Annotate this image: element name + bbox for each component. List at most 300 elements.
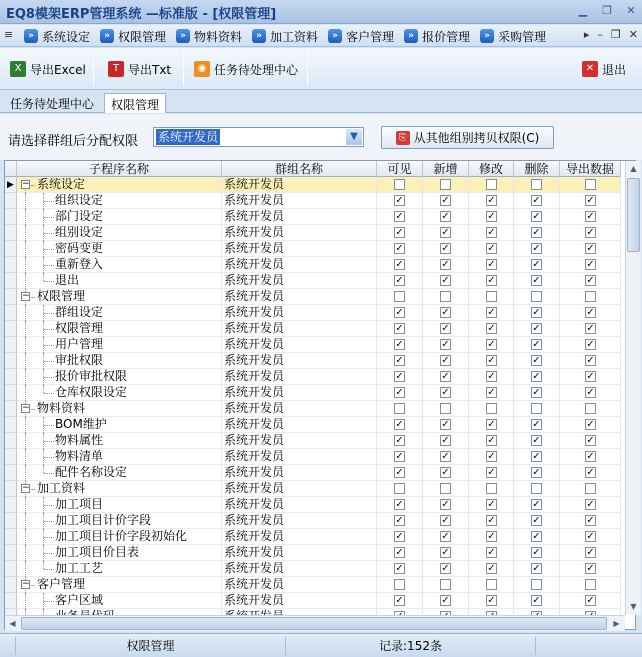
vertical-scroll-thumb[interactable] (627, 178, 640, 252)
export-checkbox[interactable]: ✓ (586, 243, 595, 254)
row-header[interactable] (5, 417, 17, 433)
title-bar (0, 0, 642, 24)
menu-processing-data[interactable] (252, 27, 318, 45)
collapse-icon[interactable]: − (22, 579, 30, 589)
visible-checkbox[interactable]: ✓ (395, 371, 404, 382)
row-header[interactable] (5, 449, 17, 465)
group-name-cell: 系统开发员 (222, 481, 377, 497)
group-name-cell: 系统开发员 (222, 577, 377, 593)
row-header[interactable] (5, 561, 17, 577)
group-select[interactable] (153, 127, 364, 147)
table-row[interactable] (5, 497, 621, 513)
export-checkbox[interactable]: ✓ (586, 371, 595, 382)
table-row[interactable] (5, 385, 621, 401)
table-row[interactable] (5, 577, 621, 593)
tab-strip (0, 91, 642, 113)
export-checkbox[interactable]: ✓ (586, 435, 595, 446)
col-visible[interactable]: 可见 (377, 161, 423, 177)
dropdown-arrow-icon[interactable]: ▼ (346, 129, 362, 145)
add-checkbox[interactable]: ✓ (441, 195, 450, 206)
collapse-icon[interactable]: − (22, 179, 30, 189)
edit-checkbox[interactable]: ✓ (487, 259, 496, 270)
export-checkbox[interactable]: ✓ (586, 547, 595, 558)
close-icon[interactable]: ✕ (626, 4, 636, 17)
group-name-cell: 系统开发员 (222, 257, 377, 273)
visible-checkbox[interactable]: ✓ (395, 451, 404, 462)
row-header[interactable] (5, 241, 17, 257)
export-checkbox[interactable]: ✓ (586, 355, 595, 366)
add-checkbox[interactable]: ✓ (441, 355, 450, 366)
scroll-down-icon[interactable]: ▼ (630, 602, 637, 611)
add-checkbox[interactable]: ✓ (441, 547, 450, 558)
delete-checkbox[interactable]: ✓ (532, 515, 541, 526)
add-checkbox[interactable]: ✓ (441, 499, 450, 510)
add-checkbox[interactable] (440, 291, 451, 302)
row-header[interactable] (5, 593, 17, 609)
edit-checkbox[interactable] (486, 179, 497, 190)
menu-restore-icon[interactable]: ❐ (610, 28, 621, 41)
txt-export-icon: T (108, 61, 124, 77)
status-bar (0, 633, 642, 657)
delete-checkbox[interactable]: ✓ (532, 547, 541, 558)
delete-checkbox[interactable] (531, 403, 542, 414)
status-records: 记录:152条 (286, 637, 536, 655)
program-name-text: 物料属性 (55, 433, 104, 447)
edit-checkbox[interactable]: ✓ (487, 595, 496, 606)
add-checkbox[interactable]: ✓ (441, 451, 450, 462)
program-name-text: 物料资料 (37, 401, 86, 415)
add-checkbox[interactable]: ✓ (441, 227, 450, 238)
add-checkbox[interactable]: ✓ (441, 275, 450, 286)
scroll-up-icon[interactable]: ▲ (630, 164, 637, 173)
delete-checkbox[interactable]: ✓ (532, 499, 541, 510)
export-checkbox[interactable]: ✓ (586, 387, 595, 398)
restore-icon[interactable]: ❐ (602, 4, 612, 17)
delete-checkbox[interactable]: ✓ (532, 531, 541, 542)
col-program-name[interactable]: 子程序名称 (17, 161, 222, 177)
delete-checkbox[interactable]: ✓ (532, 307, 541, 318)
table-row[interactable] (5, 465, 621, 481)
edit-checkbox[interactable]: ✓ (487, 547, 496, 558)
menu-close-icon[interactable]: ✕ (628, 28, 638, 41)
export-checkbox[interactable] (585, 291, 596, 302)
edit-checkbox[interactable]: ✓ (487, 275, 496, 286)
edit-checkbox[interactable]: ✓ (487, 211, 496, 222)
table-row[interactable] (5, 593, 621, 609)
export-checkbox[interactable]: ✓ (586, 531, 595, 542)
menu-system-settings[interactable] (24, 27, 90, 45)
export-txt-button[interactable] (108, 56, 171, 82)
edit-checkbox[interactable]: ✓ (487, 435, 496, 446)
row-header[interactable] (5, 273, 17, 289)
row-header[interactable] (5, 321, 17, 337)
row-header[interactable] (5, 529, 17, 545)
add-checkbox[interactable] (440, 403, 451, 414)
group-name-cell: 系统开发员 (222, 385, 377, 401)
scroll-right-icon[interactable]: ▶ (613, 619, 620, 628)
delete-checkbox[interactable]: ✓ (532, 451, 541, 462)
edit-checkbox[interactable]: ✓ (487, 371, 496, 382)
visible-checkbox[interactable]: ✓ (395, 275, 404, 286)
export-checkbox[interactable]: ✓ (586, 499, 595, 510)
exit-icon: ✕ (582, 61, 598, 77)
minimize-icon[interactable]: ▁ (578, 4, 588, 17)
table-row[interactable] (5, 401, 621, 417)
row-header[interactable] (5, 577, 17, 593)
menu-minimize-icon[interactable]: – (597, 28, 603, 41)
table-row[interactable] (5, 193, 621, 209)
export-checkbox[interactable] (585, 579, 596, 590)
visible-checkbox[interactable]: ✓ (395, 387, 404, 398)
delete-checkbox[interactable] (531, 291, 542, 302)
add-checkbox[interactable]: ✓ (441, 563, 450, 574)
menu-scroll-right-icon[interactable]: ▸ (583, 28, 590, 41)
row-header[interactable] (5, 289, 17, 305)
add-checkbox[interactable]: ✓ (441, 531, 450, 542)
program-name-text: 配件名称设定 (55, 465, 128, 479)
delete-checkbox[interactable]: ✓ (532, 275, 541, 286)
program-name-text: 加工项目计价字段初始化 (55, 529, 188, 543)
program-name-cell (17, 241, 222, 257)
group-name-cell: 系统开发员 (222, 289, 377, 305)
col-add[interactable]: 新增 (423, 161, 469, 177)
visible-checkbox[interactable] (394, 403, 405, 414)
exit-button[interactable] (582, 56, 626, 82)
row-header[interactable] (5, 337, 17, 353)
edit-checkbox[interactable] (486, 483, 497, 494)
program-name-text: 客户区域 (55, 593, 104, 607)
collapse-icon[interactable]: − (22, 483, 30, 493)
collapse-icon[interactable]: − (22, 291, 30, 301)
row-header[interactable] (5, 193, 17, 209)
col-delete[interactable]: 删除 (514, 161, 560, 177)
export-checkbox[interactable]: ✓ (586, 563, 595, 574)
tab-task-center[interactable]: 任务待处理中心 (10, 97, 95, 111)
group-name-cell: 系统开发员 (222, 241, 377, 257)
table-row[interactable] (5, 321, 621, 337)
add-checkbox[interactable]: ✓ (441, 323, 450, 334)
tab-permission-management[interactable]: 权限管理 (104, 93, 166, 113)
add-checkbox[interactable]: ✓ (441, 515, 450, 526)
menu-purchase-management[interactable] (480, 27, 546, 45)
program-name-text: 加工项目 (55, 497, 104, 511)
program-name-text: 群组设定 (55, 305, 104, 319)
program-name-text: 部门设定 (55, 209, 104, 223)
row-header[interactable] (5, 257, 17, 273)
program-name-cell (17, 497, 222, 513)
export-checkbox[interactable]: ✓ (586, 323, 595, 334)
excel-icon: X (10, 61, 26, 77)
row-header[interactable] (5, 497, 17, 513)
group-name-cell: 系统开发员 (222, 321, 377, 337)
table-row[interactable] (5, 305, 621, 321)
edit-checkbox[interactable]: ✓ (487, 419, 496, 430)
menu-arrow-icon: » (176, 29, 190, 43)
system-menu-icon[interactable]: ≡ (4, 28, 14, 41)
delete-checkbox[interactable]: ✓ (532, 339, 541, 350)
edit-checkbox[interactable]: ✓ (487, 355, 496, 366)
add-checkbox[interactable] (440, 483, 451, 494)
delete-checkbox[interactable]: ✓ (532, 227, 541, 238)
add-checkbox[interactable]: ✓ (441, 435, 450, 446)
menu-arrow-icon: » (252, 29, 266, 43)
add-checkbox[interactable]: ✓ (441, 243, 450, 254)
delete-checkbox[interactable]: ✓ (532, 595, 541, 606)
export-checkbox[interactable]: ✓ (586, 195, 595, 206)
program-name-text: 客户管理 (37, 577, 86, 591)
edit-checkbox[interactable]: ✓ (487, 195, 496, 206)
group-name-cell: 系统开发员 (222, 337, 377, 353)
menu-item-label: 系统设定 (42, 29, 91, 44)
menu-item-label: 加工资料 (270, 29, 319, 44)
visible-checkbox[interactable]: ✓ (395, 467, 404, 478)
edit-checkbox[interactable]: ✓ (487, 563, 496, 574)
row-header[interactable] (5, 401, 17, 417)
group-name-cell: 系统开发员 (222, 417, 377, 433)
task-center-button[interactable] (194, 56, 298, 82)
table-row[interactable] (5, 257, 621, 273)
delete-checkbox[interactable]: ✓ (532, 243, 541, 254)
visible-checkbox[interactable]: ✓ (395, 531, 404, 542)
edit-checkbox[interactable]: ✓ (487, 307, 496, 318)
horizontal-scrollbar[interactable] (5, 615, 625, 631)
delete-checkbox[interactable] (531, 179, 542, 190)
visible-checkbox[interactable]: ✓ (395, 515, 404, 526)
permission-grid (4, 160, 636, 630)
program-name-cell (17, 337, 222, 353)
export-checkbox[interactable]: ✓ (586, 275, 595, 286)
visible-checkbox[interactable] (394, 483, 405, 494)
vertical-scrollbar[interactable] (625, 161, 641, 615)
edit-checkbox[interactable]: ✓ (487, 531, 496, 542)
visible-checkbox[interactable]: ✓ (395, 195, 404, 206)
export-checkbox[interactable]: ✓ (586, 227, 595, 238)
menu-material-data[interactable] (176, 27, 242, 45)
row-header[interactable] (5, 225, 17, 241)
group-name-cell: 系统开发员 (222, 433, 377, 449)
collapse-icon[interactable]: − (22, 403, 30, 413)
visible-checkbox[interactable]: ✓ (395, 547, 404, 558)
group-name-cell: 系统开发员 (222, 177, 377, 193)
visible-checkbox[interactable]: ✓ (395, 435, 404, 446)
export-checkbox[interactable]: ✓ (586, 259, 595, 270)
visible-checkbox[interactable] (394, 179, 405, 190)
add-checkbox[interactable]: ✓ (441, 387, 450, 398)
program-name-text: 加工资料 (37, 481, 86, 495)
program-name-cell (17, 529, 222, 545)
program-name-text: 重新登入 (55, 257, 104, 271)
add-checkbox[interactable]: ✓ (441, 259, 450, 270)
visible-checkbox[interactable]: ✓ (395, 355, 404, 366)
add-checkbox[interactable]: ✓ (441, 419, 450, 430)
export-checkbox[interactable]: ✓ (586, 307, 595, 318)
menu-item-label: 采购管理 (498, 29, 547, 44)
table-row[interactable] (5, 449, 621, 465)
delete-checkbox[interactable]: ✓ (532, 435, 541, 446)
row-header[interactable] (5, 305, 17, 321)
copy-icon: ⎘ (396, 131, 410, 145)
row-header[interactable] (5, 433, 17, 449)
row-header[interactable] (5, 353, 17, 369)
program-name-text: BOM维护 (55, 417, 107, 431)
add-checkbox[interactable]: ✓ (441, 371, 450, 382)
add-checkbox[interactable] (440, 179, 451, 190)
table-row[interactable] (5, 209, 621, 225)
program-name-cell (17, 465, 222, 481)
program-name-cell (17, 593, 222, 609)
group-name-cell: 系统开发员 (222, 561, 377, 577)
delete-checkbox[interactable]: ✓ (532, 563, 541, 574)
add-checkbox[interactable]: ✓ (441, 595, 450, 606)
menu-quotation-management[interactable] (404, 27, 470, 45)
horizontal-scroll-thumb[interactable] (21, 617, 607, 630)
delete-checkbox[interactable]: ✓ (532, 355, 541, 366)
exit-label: 退出 (602, 62, 627, 77)
program-name-text: 用户管理 (55, 337, 104, 351)
delete-checkbox[interactable]: ✓ (532, 387, 541, 398)
row-header[interactable] (5, 545, 17, 561)
edit-checkbox[interactable]: ✓ (487, 451, 496, 462)
program-name-cell (17, 433, 222, 449)
visible-checkbox[interactable]: ✓ (395, 227, 404, 238)
export-checkbox[interactable]: ✓ (586, 515, 595, 526)
table-row[interactable] (5, 177, 621, 193)
edit-checkbox[interactable] (486, 291, 497, 302)
table-row[interactable] (5, 273, 621, 289)
program-name-text: 加工工艺 (55, 561, 104, 575)
group-name-cell: 系统开发员 (222, 209, 377, 225)
edit-checkbox[interactable]: ✓ (487, 323, 496, 334)
export-checkbox[interactable]: ✓ (586, 419, 595, 430)
visible-checkbox[interactable]: ✓ (395, 499, 404, 510)
delete-checkbox[interactable]: ✓ (532, 467, 541, 478)
delete-checkbox[interactable]: ✓ (532, 323, 541, 334)
table-row[interactable] (5, 241, 621, 257)
menu-item-label: 客户管理 (346, 29, 395, 44)
scroll-left-icon[interactable]: ◀ (9, 619, 16, 628)
current-row-indicator-icon[interactable]: ▶ (5, 177, 17, 193)
delete-checkbox[interactable]: ✓ (532, 259, 541, 270)
delete-checkbox[interactable] (531, 579, 542, 590)
edit-checkbox[interactable]: ✓ (487, 467, 496, 478)
export-excel-button[interactable] (10, 56, 86, 82)
delete-checkbox[interactable]: ✓ (532, 371, 541, 382)
row-header[interactable] (5, 369, 17, 385)
program-name-cell (17, 273, 222, 289)
menu-customer-management[interactable] (328, 27, 394, 45)
program-name-text: 审批权限 (55, 353, 104, 367)
export-checkbox[interactable]: ✓ (586, 451, 595, 462)
edit-checkbox[interactable]: ✓ (487, 243, 496, 254)
col-edit[interactable]: 修改 (469, 161, 514, 177)
export-checkbox[interactable]: ✓ (586, 595, 595, 606)
table-row[interactable] (5, 481, 621, 497)
table-row[interactable] (5, 433, 621, 449)
col-export[interactable]: 导出数据 (560, 161, 621, 177)
add-checkbox[interactable] (440, 579, 451, 590)
delete-checkbox[interactable] (531, 483, 542, 494)
export-checkbox[interactable]: ✓ (586, 211, 595, 222)
table-row[interactable] (5, 529, 621, 545)
visible-checkbox[interactable]: ✓ (395, 211, 404, 222)
program-name-cell (17, 481, 222, 497)
group-select-label: 请选择群组后分配权限 (8, 134, 139, 149)
add-checkbox[interactable]: ✓ (441, 211, 450, 222)
program-name-cell (17, 209, 222, 225)
add-checkbox[interactable]: ✓ (441, 307, 450, 318)
visible-checkbox[interactable]: ✓ (395, 243, 404, 254)
edit-checkbox[interactable] (486, 403, 497, 414)
row-header[interactable] (5, 465, 17, 481)
export-checkbox[interactable] (585, 483, 596, 494)
visible-checkbox[interactable]: ✓ (395, 307, 404, 318)
edit-checkbox[interactable] (486, 579, 497, 590)
group-name-cell: 系统开发员 (222, 193, 377, 209)
program-name-cell (17, 257, 222, 273)
row-header[interactable] (5, 385, 17, 401)
edit-checkbox[interactable]: ✓ (487, 499, 496, 510)
delete-checkbox[interactable]: ✓ (532, 195, 541, 206)
table-row[interactable] (5, 417, 621, 433)
window-title: EQ8模架ERP管理系统 —标准版 - [权限管理] (6, 7, 277, 22)
edit-checkbox[interactable]: ✓ (487, 227, 496, 238)
visible-checkbox[interactable]: ✓ (395, 419, 404, 430)
row-header[interactable] (5, 481, 17, 497)
program-name-text: 物料清单 (55, 449, 104, 463)
visible-checkbox[interactable]: ✓ (395, 259, 404, 270)
table-row[interactable] (5, 289, 621, 305)
program-name-cell (17, 177, 222, 193)
table-row[interactable] (5, 513, 621, 529)
table-row[interactable] (5, 353, 621, 369)
export-excel-label: 导出Excel (30, 62, 86, 77)
visible-checkbox[interactable]: ✓ (395, 339, 404, 350)
visible-checkbox[interactable]: ✓ (395, 563, 404, 574)
visible-checkbox[interactable] (394, 291, 405, 302)
delete-checkbox[interactable]: ✓ (532, 211, 541, 222)
edit-checkbox[interactable]: ✓ (487, 515, 496, 526)
table-row[interactable] (5, 369, 621, 385)
group-name-cell: 系统开发员 (222, 305, 377, 321)
export-checkbox[interactable] (585, 403, 596, 414)
group-name-cell: 系统开发员 (222, 449, 377, 465)
row-header[interactable] (5, 513, 17, 529)
export-checkbox[interactable]: ✓ (586, 467, 595, 478)
table-row[interactable] (5, 337, 621, 353)
menu-arrow-icon: » (100, 29, 114, 43)
add-checkbox[interactable]: ✓ (441, 467, 450, 478)
delete-checkbox[interactable]: ✓ (532, 419, 541, 430)
table-row[interactable] (5, 545, 621, 561)
group-select-value: 系统开发员 (158, 130, 219, 144)
menu-permission-management[interactable] (100, 27, 166, 45)
program-name-text: 组别设定 (55, 225, 104, 239)
copy-permissions-button[interactable] (381, 126, 554, 149)
visible-checkbox[interactable]: ✓ (395, 595, 404, 606)
program-name-text: 加工项目价目表 (55, 545, 140, 559)
export-checkbox[interactable]: ✓ (586, 339, 595, 350)
row-header[interactable] (5, 209, 17, 225)
export-checkbox[interactable] (585, 179, 596, 190)
visible-checkbox[interactable] (394, 579, 405, 590)
table-row[interactable] (5, 225, 621, 241)
col-group-name[interactable]: 群组名称 (222, 161, 377, 177)
visible-checkbox[interactable]: ✓ (395, 323, 404, 334)
table-row[interactable] (5, 561, 621, 577)
add-checkbox[interactable]: ✓ (441, 339, 450, 350)
edit-checkbox[interactable]: ✓ (487, 339, 496, 350)
edit-checkbox[interactable]: ✓ (487, 387, 496, 398)
